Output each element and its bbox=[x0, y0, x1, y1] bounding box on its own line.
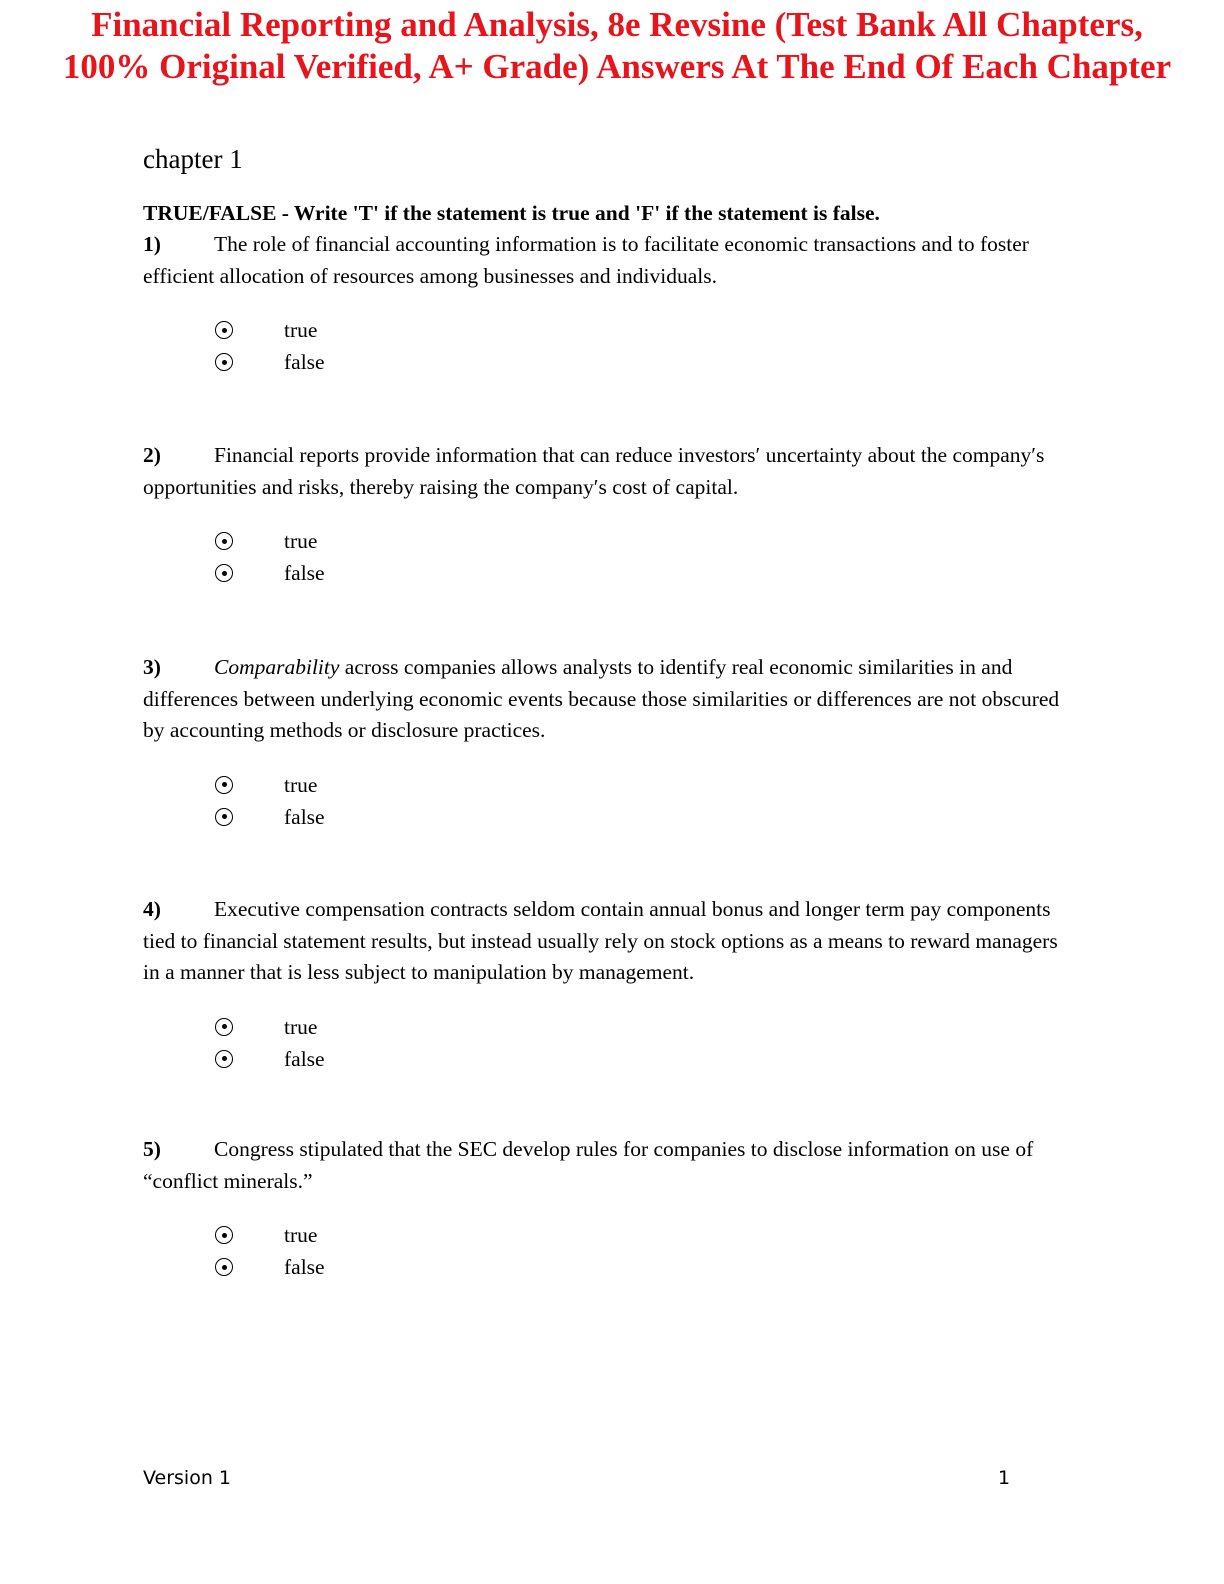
option-true[interactable] bbox=[215, 1011, 1078, 1043]
option-false[interactable] bbox=[215, 801, 1078, 833]
radio-button-icon[interactable] bbox=[215, 353, 233, 371]
question-1 bbox=[143, 229, 1078, 378]
radio-button-icon[interactable] bbox=[215, 776, 233, 794]
option-true[interactable] bbox=[215, 525, 1078, 557]
answer-options bbox=[215, 525, 1078, 589]
option-true[interactable] bbox=[215, 1219, 1078, 1251]
radio-button-icon[interactable] bbox=[215, 532, 233, 550]
footer-version: Version 1 bbox=[143, 1467, 231, 1489]
option-label: false bbox=[284, 1255, 325, 1279]
option-true[interactable] bbox=[215, 314, 1078, 346]
question-body: Financial reports provide information that can reduce investors′ uncertainty about the company′s opportunities and risks, thereby raising the company′s cost of capital. bbox=[143, 443, 1045, 499]
question-body: Congress stipulated that the SEC develop rules for companies to disclose information on use of “conflict minerals.” bbox=[143, 1137, 1034, 1193]
question-text bbox=[143, 229, 1078, 292]
option-false[interactable] bbox=[215, 557, 1078, 589]
radio-button-icon[interactable] bbox=[215, 1050, 233, 1068]
question-body: across companies allows analysts to identify real economic similarities in and differences between underlying economic events because those similarities or differences are not obscured by accounting methods or disclosure practices. bbox=[143, 655, 1060, 742]
radio-button-icon[interactable] bbox=[215, 1018, 233, 1036]
question-number: 3) bbox=[143, 655, 161, 679]
radio-button-icon[interactable] bbox=[215, 808, 233, 826]
question-2 bbox=[143, 440, 1078, 589]
question-text bbox=[143, 652, 1078, 747]
option-label: false bbox=[284, 561, 325, 585]
question-3 bbox=[143, 652, 1078, 833]
radio-button-icon[interactable] bbox=[215, 1226, 233, 1244]
question-body: Executive compensation contracts seldom contain annual bonus and longer term pay components tied to financial statement results, but instead usually rely on stock options as a means to reward managers in a manner that is less subject to manipulation by management. bbox=[143, 897, 1058, 984]
option-label: true bbox=[284, 1014, 318, 1039]
radio-button-icon[interactable] bbox=[215, 564, 233, 582]
option-true[interactable] bbox=[215, 769, 1078, 801]
radio-button-icon[interactable] bbox=[215, 321, 233, 339]
option-label: false bbox=[284, 1046, 325, 1071]
answer-options bbox=[215, 1219, 1078, 1283]
option-label: true bbox=[284, 318, 318, 342]
question-4 bbox=[143, 894, 1078, 1075]
question-5 bbox=[143, 1134, 1078, 1283]
answer-options bbox=[215, 1011, 1078, 1075]
chapter-heading: chapter 1 bbox=[143, 144, 243, 174]
option-label: true bbox=[284, 529, 318, 553]
answer-options bbox=[215, 769, 1078, 833]
option-label: true bbox=[284, 1223, 318, 1247]
option-label: false bbox=[284, 350, 325, 374]
option-false[interactable] bbox=[215, 346, 1078, 378]
question-text bbox=[143, 894, 1078, 989]
question-number: 4) bbox=[143, 897, 161, 921]
footer-page-number: 1 bbox=[998, 1467, 1011, 1489]
question-number: 5) bbox=[143, 1137, 161, 1161]
option-false[interactable] bbox=[215, 1043, 1078, 1075]
question-emphasis: Comparability bbox=[214, 655, 340, 679]
question-text bbox=[143, 1134, 1078, 1197]
radio-button-icon[interactable] bbox=[215, 1258, 233, 1276]
question-text bbox=[143, 440, 1078, 503]
answer-options bbox=[215, 314, 1078, 378]
question-body: The role of financial accounting information is to facilitate economic transactions and to foster efficient allocation of resources among businesses and individuals. bbox=[143, 232, 1029, 288]
section-instructions: TRUE/FALSE - Write 'T' if the statement is true and 'F' if the statement is false. bbox=[143, 201, 880, 225]
question-number: 2) bbox=[143, 443, 161, 467]
option-false[interactable] bbox=[215, 1251, 1078, 1283]
option-label: false bbox=[284, 804, 325, 829]
document-title: Financial Reporting and Analysis, 8e Revsine (Test Bank All Chapters, 100% Original Verified, A+ Grade) Answers At The End Of Each Chapter bbox=[62, 5, 1172, 86]
question-number: 1) bbox=[143, 232, 161, 256]
option-label: true bbox=[284, 772, 318, 797]
